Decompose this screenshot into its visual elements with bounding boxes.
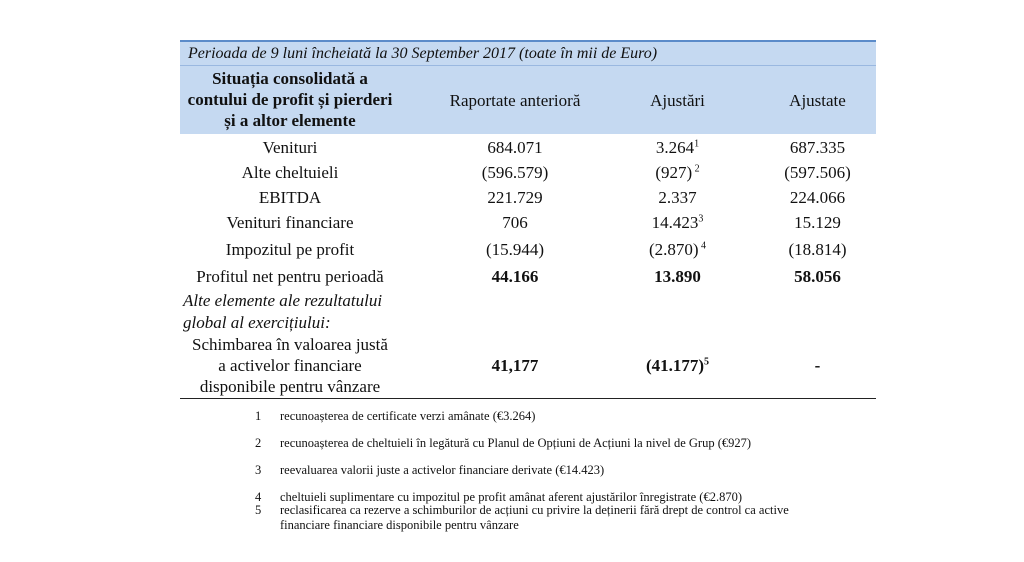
reported-value: 684.071: [487, 138, 543, 157]
row-label-header: [183, 68, 397, 131]
adjustment-value: [605, 239, 750, 261]
adjustment-value: [605, 212, 750, 234]
reported-value: 706: [502, 213, 528, 232]
row-label: Venituri financiare: [226, 213, 354, 232]
footnote-text: [280, 463, 880, 478]
footnote-ref: 3: [698, 213, 704, 225]
footnote-ref: 5: [704, 356, 710, 368]
reported-value: 44.166: [491, 267, 539, 286]
other-elements-line: Alte elemente ale rezultatului: [183, 291, 383, 310]
fair-value-label-line: a activelor financiare: [218, 356, 362, 375]
adjusted-value: (597.506): [784, 163, 851, 182]
row-label-header-line: și a altor elemente: [224, 111, 356, 130]
adjusted-value: 15.129: [794, 213, 841, 232]
adjustment-amount: (927): [655, 163, 693, 182]
row-label: EBITDA: [258, 188, 322, 207]
footnote-text: [280, 503, 880, 533]
adjusted-value: 224.066: [789, 188, 846, 207]
reported-value: 221.729: [487, 188, 543, 207]
row-label: Venituri: [262, 138, 318, 157]
footnote-ref: 2: [692, 163, 700, 175]
adjusted-value: 58.056: [794, 267, 841, 286]
row-label-header-line: Situația consolidată a: [212, 69, 368, 88]
footnote-line: financiare financiare disponibile pentru vânzare: [280, 518, 519, 532]
reported-value: (15.944): [485, 240, 545, 259]
adjustment-amount: 2.337: [658, 188, 697, 207]
fair-value-adjustment: [605, 355, 750, 377]
footnote-line: recunoașterea de cheltuieli în legătură cu Planul de Opțiuni de Acțiuni la nivel de Grup (€927): [280, 436, 752, 450]
reported-value: (596.579): [481, 163, 549, 182]
footnote-number: 3: [255, 463, 262, 477]
adjusted-value: (18.814): [788, 240, 847, 259]
footnote-number: 4: [255, 490, 262, 504]
column-header-adjusted: Ajustate: [789, 91, 846, 110]
footnote-line: recunoașterea de certificate verzi amânate (€3.264): [280, 409, 536, 423]
footnote-line: reclasificarea ca rezerve a schimburilor de acțiuni cu privire la deținerii fără drept de control ca active: [280, 503, 789, 517]
column-header-adjustments: Ajustări: [650, 91, 705, 110]
fair-value-label-line: disponibile pentru vânzare: [199, 377, 381, 396]
adjustment-amount: 13.890: [654, 267, 701, 286]
fair-value-adjusted: -: [814, 356, 821, 375]
fair-value-label: [170, 334, 410, 397]
other-elements-label: [183, 290, 397, 334]
footnote-text: [280, 436, 880, 451]
row-label: Impozitul pe profit: [225, 240, 355, 259]
footnote-number: 1: [255, 409, 262, 423]
row-label: Profitul net pentru perioadă: [196, 267, 384, 286]
footnote-ref: 4: [698, 240, 707, 252]
other-elements-line: global al exercițiului:: [183, 313, 331, 332]
adjustment-value: [605, 137, 750, 159]
adjustment-amount: 3.264: [655, 138, 695, 157]
adjusted-value: 687.335: [789, 138, 846, 157]
adjustment-amount: (2.870): [648, 240, 699, 259]
period-title: Perioada de 9 luni încheiată la 30 September 2017 (toate în mii de Euro): [180, 40, 876, 66]
adjustment-value: [605, 187, 750, 209]
fair-value-adjustment-value: (41.177): [645, 356, 705, 375]
fair-value-reported: 41,177: [491, 356, 539, 375]
table-bottom-rule: [180, 398, 876, 399]
adjustment-value: [605, 162, 750, 184]
footnote-number: 2: [255, 436, 262, 450]
footnote-number: 5: [255, 503, 262, 517]
footnote-line: reevaluarea valorii juste a activelor financiare derivate (€14.423): [280, 463, 605, 477]
column-header-reported: Raportate anterioră: [449, 91, 581, 110]
footnote-line: cheltuieli suplimentare cu impozitul pe profit amânat aferent ajustărilor înregistrate (€2.870): [280, 490, 742, 504]
footnote-ref: 1: [694, 138, 700, 150]
row-label: Alte cheltuieli: [241, 163, 339, 182]
fair-value-label-line: Schimbarea în valoarea justă: [192, 335, 388, 354]
footnote-text: [280, 409, 880, 424]
adjustment-value: [605, 266, 750, 288]
adjustment-amount: 14.423: [651, 213, 699, 232]
row-label-header-line: contului de profit și pierderi: [187, 90, 393, 109]
